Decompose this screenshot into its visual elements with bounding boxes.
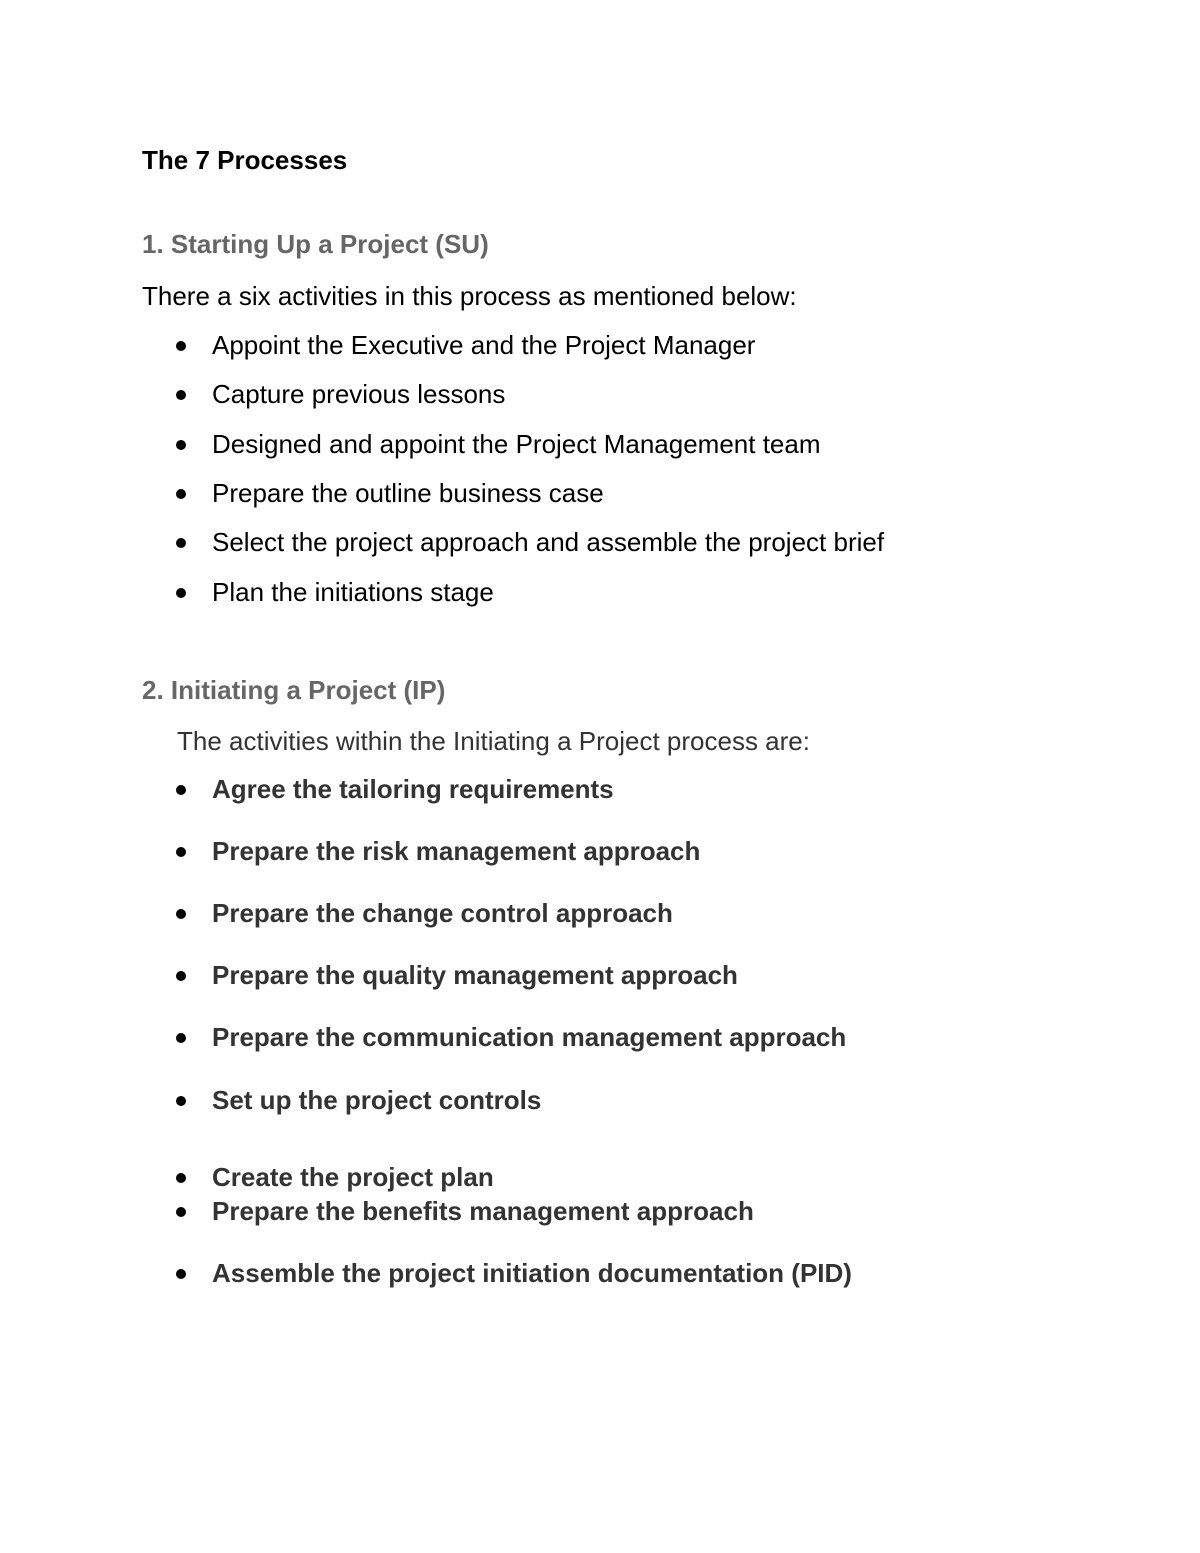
section-heading-initiating: 2. Initiating a Project (IP) bbox=[142, 675, 446, 705]
list-item-text: Appoint the Executive and the Project Manager bbox=[212, 330, 756, 360]
list-item-text: Assemble the project initiation documentation (PID) bbox=[212, 1258, 852, 1288]
bullet-icon bbox=[176, 588, 186, 598]
list-item-text: Create the project plan bbox=[212, 1162, 494, 1192]
list-item-text: Prepare the outline business case bbox=[212, 478, 604, 508]
list-item-text: Prepare the change control approach bbox=[212, 898, 673, 928]
section-heading-starting-up: 1. Starting Up a Project (SU) bbox=[142, 229, 489, 259]
bullet-icon bbox=[176, 1173, 186, 1183]
bullet-icon bbox=[176, 847, 186, 857]
list-item-text: Set up the project controls bbox=[212, 1085, 542, 1115]
list-item-text: Prepare the quality management approach bbox=[212, 960, 738, 990]
bullet-icon bbox=[176, 1096, 186, 1106]
list-item-text: Prepare the risk management approach bbox=[212, 836, 701, 866]
list-item-text: Select the project approach and assemble the project brief bbox=[212, 527, 885, 557]
list-item-text: Prepare the communication management approach bbox=[212, 1022, 847, 1052]
bullet-icon bbox=[176, 785, 186, 795]
bullet-icon bbox=[176, 341, 186, 351]
bullet-icon bbox=[176, 1269, 186, 1279]
bullet-icon bbox=[176, 1033, 186, 1043]
bullet-icon bbox=[176, 909, 186, 919]
list-item-text: Designed and appoint the Project Management team bbox=[212, 429, 821, 459]
section-intro-starting-up: There a six activities in this process as mentioned below: bbox=[142, 281, 797, 311]
bullet-icon bbox=[176, 971, 186, 981]
bullet-icon bbox=[176, 440, 186, 450]
page-title: The 7 Processes bbox=[142, 145, 348, 175]
list-item-text: Agree the tailoring requirements bbox=[212, 774, 614, 804]
section-intro-initiating: The activities within the Initiating a Project process are: bbox=[177, 726, 810, 756]
list-item-text: Prepare the benefits management approach bbox=[212, 1196, 754, 1226]
bullet-icon bbox=[176, 489, 186, 499]
bullet-icon bbox=[176, 538, 186, 548]
bullet-icon bbox=[176, 390, 186, 400]
bullet-icon bbox=[176, 1207, 186, 1217]
list-item-text: Plan the initiations stage bbox=[212, 577, 494, 607]
list-item-text: Capture previous lessons bbox=[212, 379, 506, 409]
